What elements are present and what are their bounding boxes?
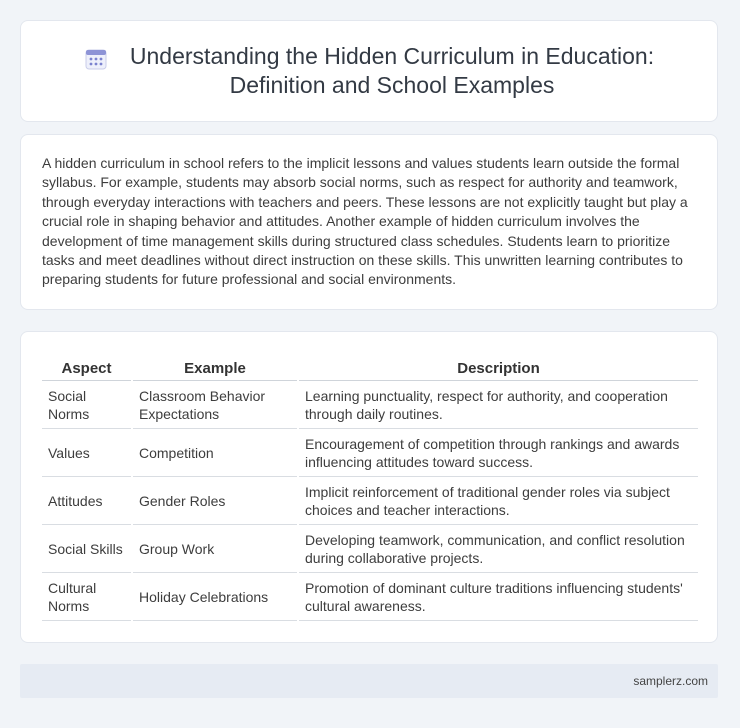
calendar-icon: [84, 47, 108, 71]
curriculum-table: [40, 352, 700, 621]
table-row: [42, 429, 698, 477]
table-row: [42, 477, 698, 525]
table-header-row: [42, 352, 698, 381]
table-card: [20, 331, 718, 643]
cell-example: Holiday Celebrations: [133, 573, 297, 621]
cell-example: Competition: [133, 429, 297, 477]
table-row: [42, 381, 698, 429]
cell-description: Developing teamwork, communication, and conflict resolution during collaborative projects.: [299, 525, 698, 573]
cell-description: Learning punctuality, respect for authority, and cooperation through daily routines.: [299, 381, 698, 429]
page-title-line1: Understanding the Hidden Curriculum in Education:: [129, 43, 655, 69]
footer: [20, 664, 718, 698]
cell-aspect: Social Norms: [42, 381, 131, 429]
cell-example: Classroom Behavior Expectations: [133, 381, 297, 429]
column-header-aspect: Aspect: [42, 352, 131, 381]
intro-card: [20, 134, 718, 310]
table-row: [42, 525, 698, 573]
cell-example: Group Work: [133, 525, 297, 573]
cell-example: Gender Roles: [133, 477, 297, 525]
title-card: [20, 20, 718, 122]
cell-description: Implicit reinforcement of traditional gender roles via subject choices and teacher interactions.: [299, 477, 698, 525]
column-header-example: Example: [133, 352, 297, 381]
cell-description: Encouragement of competition through rankings and awards influencing attitudes toward success.: [299, 429, 698, 477]
cell-description: Promotion of dominant culture traditions influencing students' cultural awareness.: [299, 573, 698, 621]
table-row: [42, 573, 698, 621]
cell-aspect: Social Skills: [42, 525, 131, 573]
page-title: [130, 42, 654, 100]
cell-aspect: Cultural Norms: [42, 573, 131, 621]
title-row: [84, 42, 654, 100]
page-title-line2: Definition and School Examples: [229, 72, 555, 98]
footer-site-link[interactable]: samplerz.com: [633, 674, 708, 688]
cell-aspect: Values: [42, 429, 131, 477]
column-header-description: Description: [299, 352, 698, 381]
intro-paragraph: A hidden curriculum in school refers to the implicit lessons and values students learn outside the formal syllabus. For example, students may absorb social norms, such as respect for authority and teamwork, through everyday interactions with teachers and peers. These lessons are not explicitly taught but play a crucial role in shaping behavior and attitudes. Another example of hidden curriculum involves the development of time management skills during structured class schedules. Students learn to prioritize tasks and meet deadlines without direct instruction on these skills. This unwritten learning contributes to preparing students for future professional and social environments.: [42, 155, 688, 288]
cell-aspect: Attitudes: [42, 477, 131, 525]
